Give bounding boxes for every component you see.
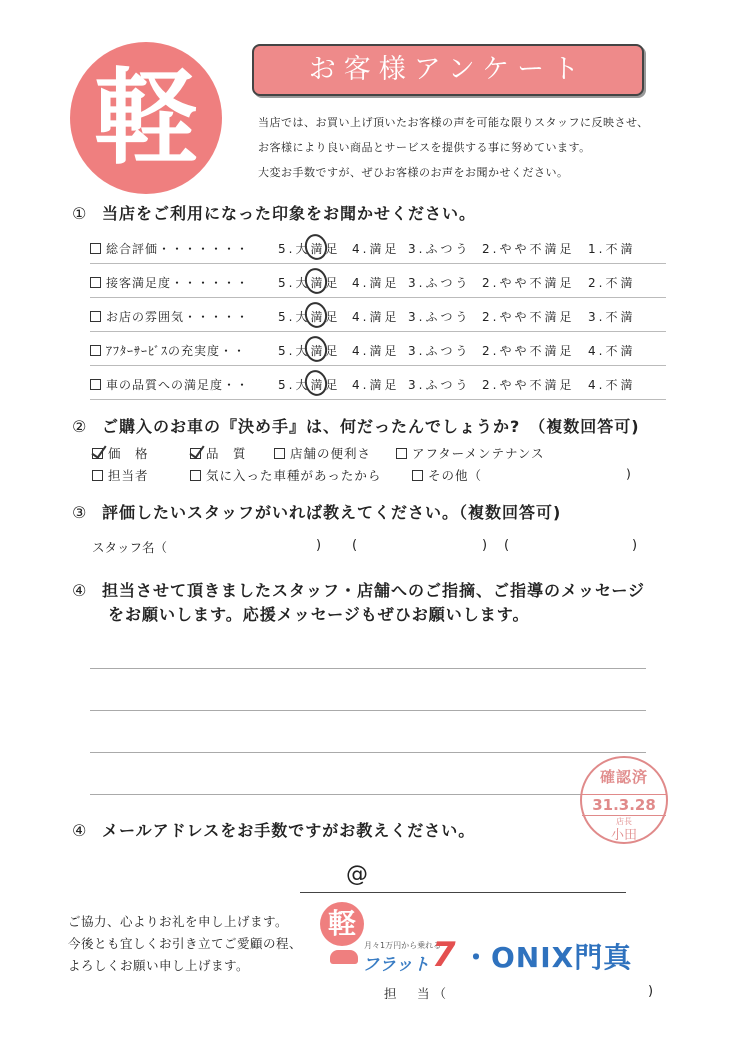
footer-logo-circle <box>320 902 364 946</box>
footer-logo-flat: フラット <box>362 955 430 975</box>
q1-option[interactable]: 3.ふつう <box>408 242 471 256</box>
logo-kanji: 軽 <box>93 57 198 179</box>
q1-row <box>90 298 666 332</box>
q1-title: 当店をご利用になった印象をお聞かせください。 <box>102 204 477 223</box>
q3-heading <box>72 500 561 523</box>
q1-row <box>90 230 666 264</box>
tanto-close: ) <box>648 984 654 999</box>
checkbox[interactable] <box>92 470 103 481</box>
q1-option[interactable]: 2.不満 <box>588 276 636 290</box>
q1-option[interactable]: 4.不満 <box>588 378 636 392</box>
q1-option[interactable]: 5.大満足 <box>278 310 341 324</box>
q1-option[interactable]: 4.不満 <box>588 344 636 358</box>
q1-heading <box>72 201 476 224</box>
stamp-role: 店長 <box>616 817 632 826</box>
q1-option[interactable]: 5.大満足 <box>278 242 341 256</box>
paren: ) <box>632 538 638 553</box>
q1-option[interactable]: 5.大満足 <box>278 276 341 290</box>
footer-logo-kanji: 軽 <box>327 907 356 940</box>
message-line[interactable] <box>90 668 646 669</box>
q2-option[interactable]: 担当者 <box>92 466 149 484</box>
q2-option[interactable]: その他（ <box>412 466 482 484</box>
q1-row-label[interactable]: 総合評価・・・・・・・ <box>90 240 249 257</box>
car-icon <box>330 950 358 964</box>
q4-number: ④ <box>72 581 88 600</box>
q1-option[interactable]: 2.やや不満足 <box>482 378 575 392</box>
q1-option[interactable]: 5.大満足 <box>278 344 341 358</box>
message-line[interactable] <box>90 794 646 795</box>
checkbox[interactable] <box>412 470 423 481</box>
q2-option[interactable]: アフターメンテナンス <box>396 444 545 462</box>
q2-other-close: ) <box>626 466 632 481</box>
confirmation-stamp <box>580 756 668 844</box>
q3-title: 評価したいスタッフがいれば教えてください。（複数回答可) <box>102 503 562 522</box>
stamp-date: 31.3.28 <box>582 794 666 816</box>
checkbox-checked[interactable] <box>190 448 201 459</box>
q1-option[interactable]: 4.満足 <box>352 276 400 290</box>
tanto-label: 担 当（ <box>384 986 451 1001</box>
q1-option[interactable]: 2.やや不満足 <box>482 276 575 290</box>
checkbox[interactable] <box>190 470 201 481</box>
q1-row-label[interactable]: 接客満足度・・・・・・ <box>90 274 249 291</box>
q1-option[interactable]: 2.やや不満足 <box>482 344 575 358</box>
q5-number: ④ <box>72 821 88 840</box>
q1-row <box>90 366 666 400</box>
q1-option[interactable]: 4.満足 <box>352 344 400 358</box>
q5-heading <box>72 818 475 841</box>
q3-number: ③ <box>72 503 88 522</box>
q4-title-1: 担当させて頂きましたスタッフ・店舗へのご指摘、ご指導のメッセージ <box>102 581 646 600</box>
footer-logo-seven: 7 <box>432 935 456 975</box>
checkbox[interactable] <box>396 448 407 459</box>
q4-title-2: をお願いします。応援メッセージもぜひお願いします。 <box>108 605 530 624</box>
q1-option[interactable]: 4.満足 <box>352 310 400 324</box>
q1-option[interactable]: 3.ふつう <box>408 310 471 324</box>
q1-number: ① <box>72 204 88 223</box>
q1-option[interactable]: 5.大満足 <box>278 378 341 392</box>
checkbox[interactable] <box>90 277 101 288</box>
checkbox-checked[interactable] <box>92 448 103 459</box>
thanks-line-3: よろしくお願い申し上げます。 <box>68 958 250 973</box>
q1-row-label[interactable]: ｱﾌﾀｰｻｰﾋﾞｽの充実度・・ <box>90 342 246 359</box>
q1-option[interactable]: 2.やや不満足 <box>482 242 575 256</box>
stamp-name: 小田 <box>610 828 637 843</box>
q1-row <box>90 264 666 298</box>
at-sign: @ <box>346 862 368 887</box>
footer-logo-sub: 月々1万円から乗れる <box>364 941 442 950</box>
q2-heading <box>72 414 640 437</box>
checkbox[interactable] <box>90 379 101 390</box>
staff-label: スタッフ名（ <box>92 540 168 555</box>
thanks-line-1: ご協力、心よりお礼を申し上げます。 <box>68 914 289 929</box>
q5-title: メールアドレスをお手数ですがお教えください。 <box>102 821 476 840</box>
message-line[interactable] <box>90 710 646 711</box>
footer-brand: ・ONIX門真 <box>462 941 633 974</box>
paren: ( <box>504 538 510 553</box>
paren: ( <box>352 538 358 553</box>
q2-title: ご購入のお車の『決め手』は、何だったんでしょうか? （複数回答可) <box>102 417 640 436</box>
q1-option[interactable]: 2.やや不満足 <box>482 310 575 324</box>
intro-line-1: 当店では、お買い上げ頂いたお客様の声を可能な限りスタッフに反映させ、 <box>258 116 649 129</box>
q2-number: ② <box>72 417 88 436</box>
q1-option[interactable]: 1.不満 <box>588 242 636 256</box>
checkbox[interactable] <box>90 345 101 356</box>
page-title: お客様アンケート <box>308 54 588 85</box>
q1-row-label[interactable]: お店の雰囲気・・・・・ <box>90 308 249 325</box>
logo-circle <box>70 42 222 194</box>
checkbox[interactable] <box>90 311 101 322</box>
message-line[interactable] <box>90 752 646 753</box>
stamp-text: 確認済 <box>599 768 648 786</box>
q1-row-label[interactable]: 車の品質への満足度・・ <box>90 376 249 393</box>
intro-line-2: お客様により良い商品とサービスを提供する事に努めています。 <box>258 141 591 154</box>
paren: ) <box>482 538 488 553</box>
q4-heading <box>72 578 645 601</box>
checkbox[interactable] <box>274 448 285 459</box>
q1-option[interactable]: 4.満足 <box>352 242 400 256</box>
email-field[interactable] <box>300 892 626 893</box>
checkbox[interactable] <box>90 243 101 254</box>
q2-option[interactable]: 価 格 <box>92 444 149 462</box>
title-banner <box>252 44 644 96</box>
q1-option[interactable]: 3.ふつう <box>408 378 471 392</box>
q2-option[interactable]: 店舗の便利さ <box>274 444 371 462</box>
q1-option[interactable]: 3.ふつう <box>408 276 471 290</box>
q1-option[interactable]: 3.ふつう <box>408 344 471 358</box>
q1-option[interactable]: 3.不満 <box>588 310 636 324</box>
intro-line-3: 大変お手数ですが、ぜひお客様のお声をお聞かせください。 <box>258 166 569 179</box>
q2-option[interactable]: 気に入った車種があったから <box>190 466 381 484</box>
paren: ) <box>316 538 322 553</box>
q2-option[interactable]: 品 質 <box>190 444 247 462</box>
q1-option[interactable]: 4.満足 <box>352 378 400 392</box>
thanks-line-2: 今後とも宜しくお引き立てご愛顧の程、 <box>68 936 303 951</box>
q1-row <box>90 332 666 366</box>
